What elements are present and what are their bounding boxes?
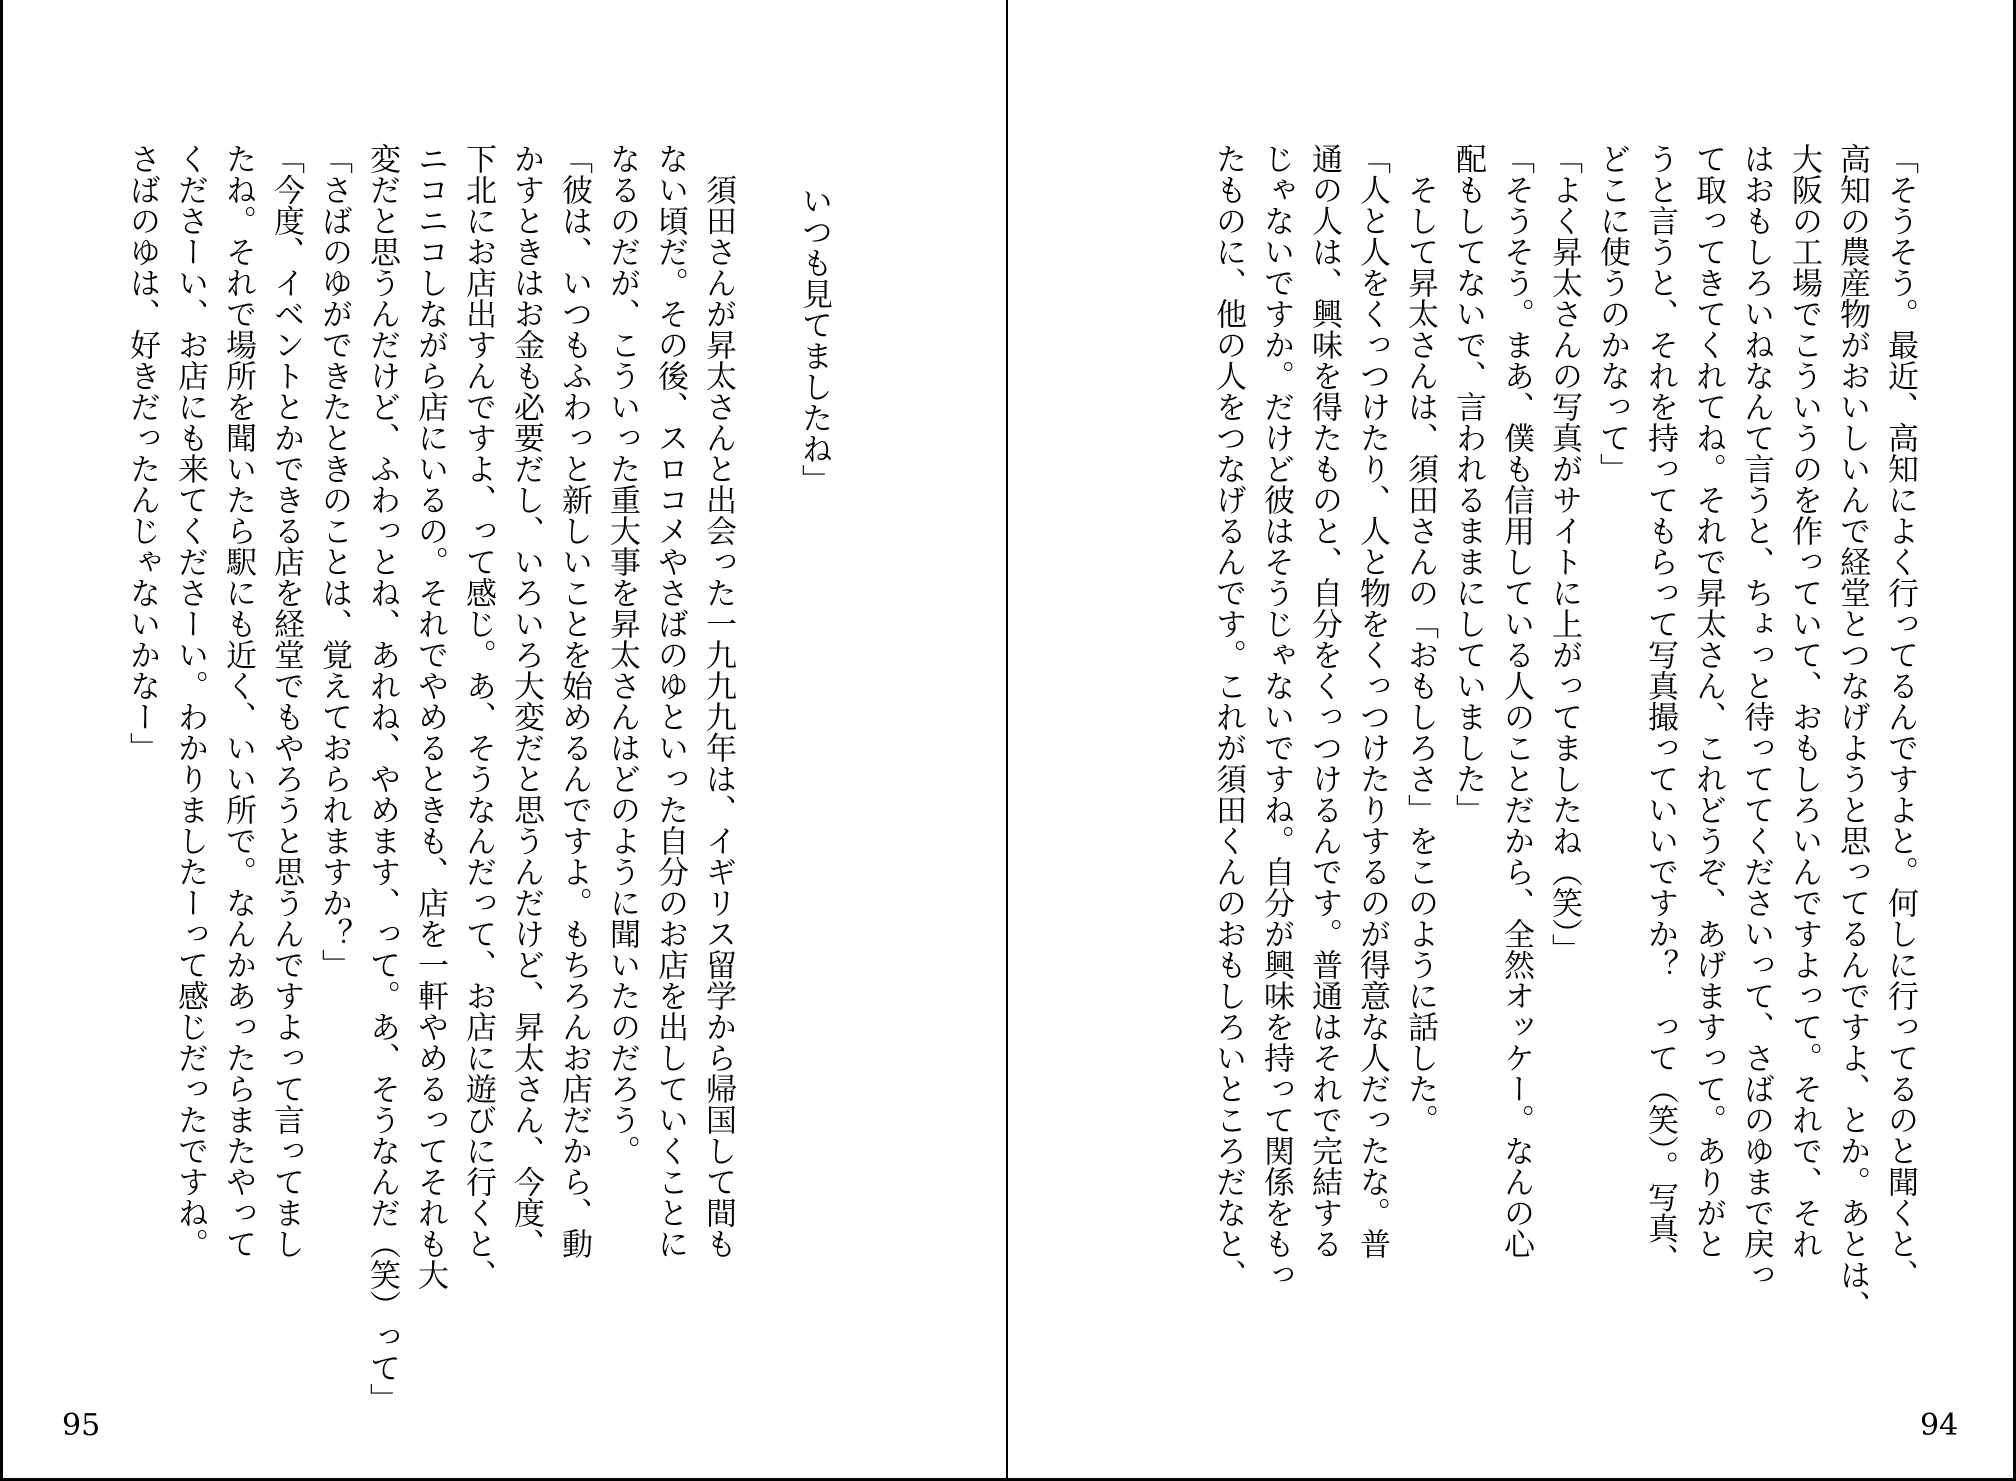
text-line: ニコニコしながら店にいるの。それでやめるときも、店を一軒やめるってそれも大	[412, 143, 448, 1290]
text-line: 「彼は、いつもふわっと新しいことを始めるんですよ。もちろんお店だから、動	[556, 143, 592, 1259]
text-line: 「今度、イベントとかできる店を経堂でもやろうと思うんですよって言ってまし	[268, 143, 304, 1259]
section-heading: いつも見てましたね」	[796, 185, 832, 495]
text-line: うと言うと、それを持ってもらって写真撮っていいですか？ って（笑）。写真、	[1642, 143, 1678, 1275]
page-number: 95	[62, 1408, 101, 1443]
text-line: さばのゆは、好きだったんじゃないかなー」	[124, 143, 160, 763]
page-number: 94	[1920, 1408, 1959, 1443]
text-line: ない頃だ。その後、スロコメやさばのゆといった自分のお店を出していくことに	[652, 143, 688, 1259]
text-line: 配もしてないで、言われるままにしていました」	[1450, 143, 1486, 825]
text-line: 「よく昇太さんの写真がサイトに上がってましたね（笑）」	[1546, 143, 1582, 965]
text-line: かすときはお金も必要だし、いろいろ大変だと思うんだけど、昇太さん、今度、	[508, 143, 544, 1259]
text-line: たものに、他の人をつなげるんです。これが須田くんのおもしろいところだなと、	[1210, 143, 1246, 1290]
text-line: 高知の農産物がおいしいんで経堂とつなげようと思ってるんですよ、とか。あとは、	[1834, 143, 1870, 1321]
text-line: 下北にお店出すんですよ、って感じ。あ、そうなんだって、お店に遊びに行くと、	[460, 143, 496, 1290]
text-line: そして昇太さんは、須田さんの「おもしろさ」をこのように話した。	[1402, 174, 1438, 1135]
text-line: 「そうそう。最近、高知によく行ってるんですよと。何しに行ってるのと聞くと、	[1882, 143, 1918, 1290]
right-page-text	[1204, 143, 1924, 1333]
text-line: 大阪の工場でこういうのを作っていて、おもしろいんですよって。それで、それ	[1786, 143, 1822, 1259]
text-line: なるのだが、こういった重大事を昇太さんはどのように聞いたのだろう。	[604, 143, 640, 1166]
text-line: 「人と人をくっつけたり、人と物をくっつけたりするのが得意な人だったな。普	[1354, 143, 1390, 1259]
text-line: たね。それで場所を聞いたら駅にも近く、いい所で。なんかあったらまたやって	[220, 143, 256, 1259]
text-line: 通の人は、興味を得たものと、自分をくっつけるんです。普通はそれで完結する	[1306, 143, 1342, 1259]
page-edge-left	[0, 0, 3, 1481]
left-page-text	[118, 143, 838, 1414]
text-line: じゃないですか。だけど彼はそうじゃないですね。自分が興味を持って関係をもっ	[1258, 143, 1294, 1290]
text-line: 「さばのゆができたときのことは、覚えておられますか？」	[316, 143, 352, 980]
text-line: 須田さんが昇太さんと出会った一九九九年は、イギリス留学から帰国して間も	[700, 174, 736, 1259]
text-line: 「そうそう。まあ、僕も信用している人のことだから、全然オッケー。なんの心	[1498, 143, 1534, 1259]
text-line: て取ってきてくれてね。それで昇太さん、これどうぞ、あげますって。ありがと	[1690, 143, 1726, 1259]
text-line: はおもしろいねなんて言うと、ちょっと待っててくださいって、さばのゆまで戻っ	[1738, 143, 1774, 1290]
text-line: くださーい、お店にも来てくださーい。わかりましたーって感じだったですね。	[172, 143, 208, 1259]
text-line: 変だと思うんだけど、ふわっとね、あれね、やめます、って。あ、そうなんだ（笑）って」	[364, 143, 400, 1414]
text-line: どこに使うのかなって」	[1594, 143, 1630, 484]
page-divider	[1006, 0, 1008, 1481]
